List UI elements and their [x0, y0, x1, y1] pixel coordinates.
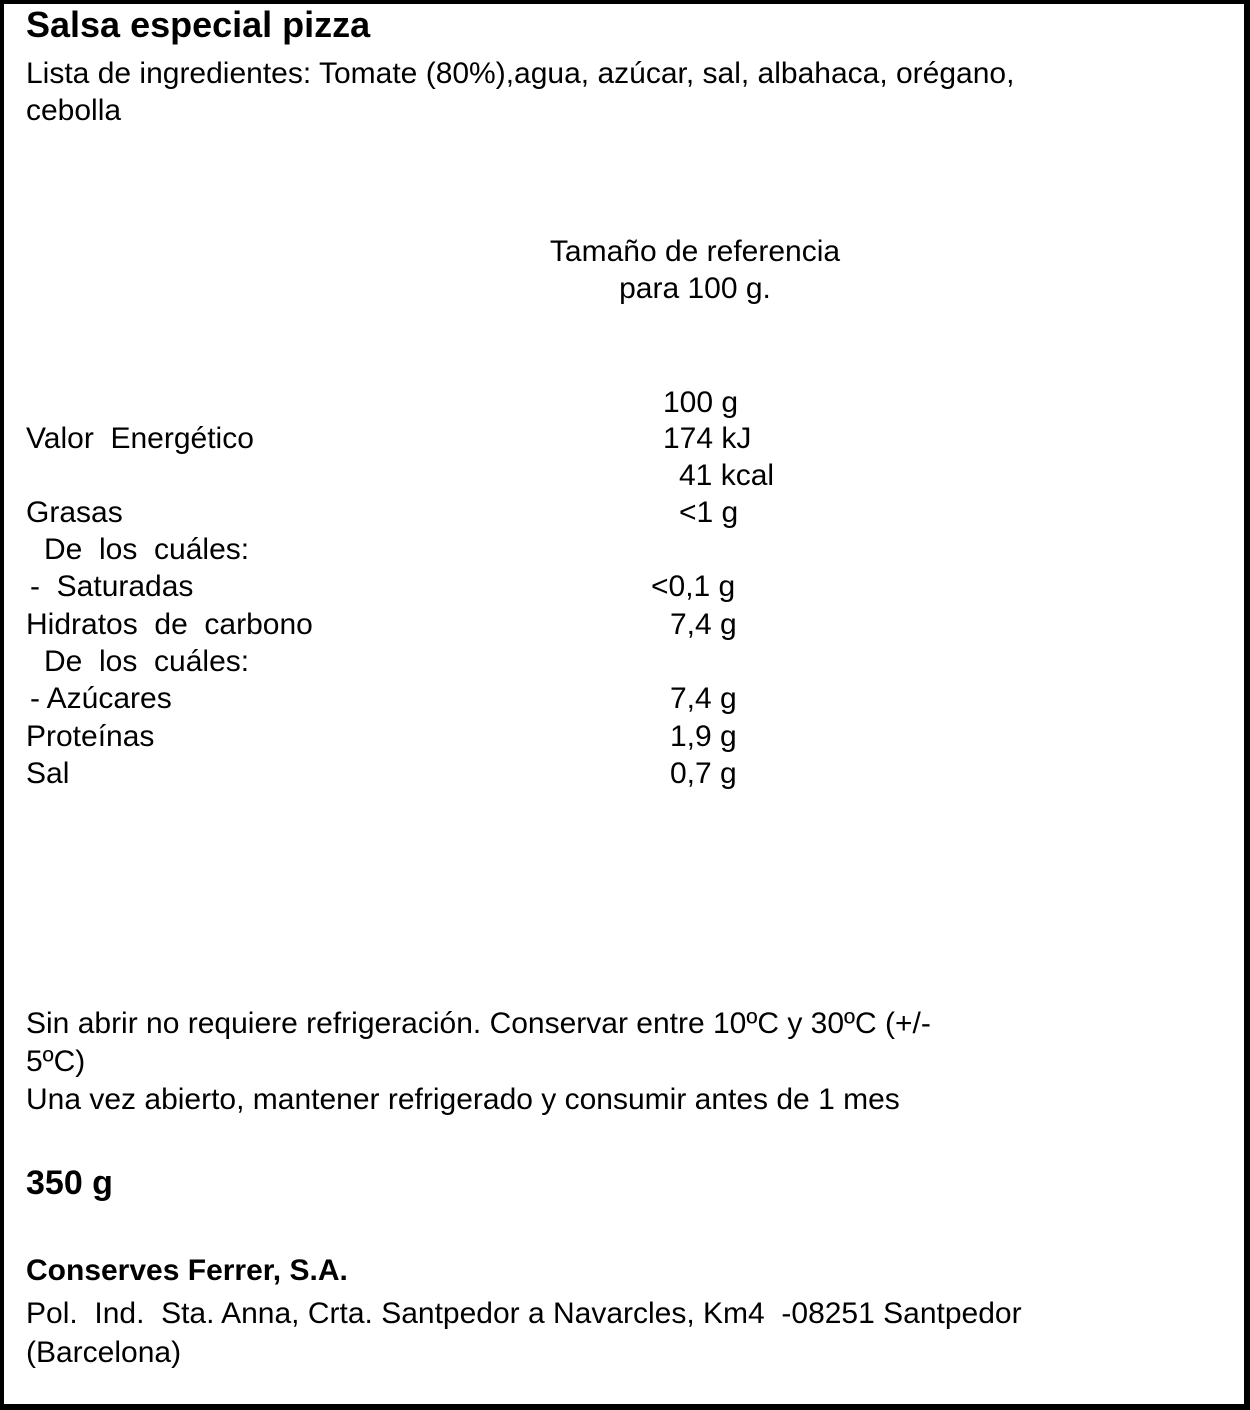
nutrition-label-saturated: - Saturadas: [30, 570, 194, 603]
company-address-line-1: Pol. Ind. Sta. Anna, Crta. Santpedor a Navarcles, Km4 -08251 Santpedor: [26, 1297, 1022, 1330]
nutrition-label-energy: Valor Energético: [26, 422, 254, 455]
nutrition-value-energy-kcal: 41 kcal: [679, 459, 775, 492]
storage-line-1: Sin abrir no requiere refrigeración. Conservar entre 10ºC y 30ºC (+/-: [26, 1007, 931, 1040]
ingredients-line-2: cebolla: [26, 94, 122, 127]
storage-line-2: 5ºC): [26, 1045, 86, 1078]
nutrition-label-protein: Proteínas: [26, 720, 155, 753]
nutrition-label-of-which-carbs: De los cuáles:: [44, 645, 250, 678]
company-address-line-2: (Barcelona): [26, 1336, 182, 1369]
nutrition-value-carbohydrates: 7,4 g: [670, 608, 737, 641]
nutrition-value-salt: 0,7 g: [670, 757, 737, 790]
nutrition-value-fat: <1 g: [679, 496, 739, 529]
ingredients-line-1: Lista de ingredientes: Tomate (80%),agua, azúcar, sal, albahaca, orégano,: [26, 57, 1015, 90]
reference-size-line-1: Tamaño de referencia: [549, 235, 841, 268]
nutrition-value-protein: 1,9 g: [670, 720, 737, 753]
nutrition-label-fat: Grasas: [26, 496, 123, 529]
nutrition-value-saturated: <0,1 g: [651, 570, 736, 603]
reference-size-line-2: para 100 g.: [619, 272, 771, 305]
company-name: Conserves Ferrer, S.A.: [26, 1254, 348, 1287]
net-weight: 350 g: [26, 1164, 113, 1202]
nutrition-value-sugars: 7,4 g: [670, 682, 737, 715]
product-title: Salsa especial pizza: [26, 4, 371, 45]
nutrition-value-energy-kj: 174 kJ: [663, 422, 752, 455]
nutrition-label-of-which-fat: De los cuáles:: [44, 533, 250, 566]
nutrition-label-carbohydrates: Hidratos de carbono: [26, 608, 313, 641]
nutrition-column-header: 100 g: [663, 386, 739, 419]
nutrition-label-sugars: - Azúcares: [30, 682, 172, 715]
nutrition-label-salt: Sal: [26, 757, 70, 790]
storage-line-3: Una vez abierto, mantener refrigerado y consumir antes de 1 mes: [26, 1083, 900, 1116]
